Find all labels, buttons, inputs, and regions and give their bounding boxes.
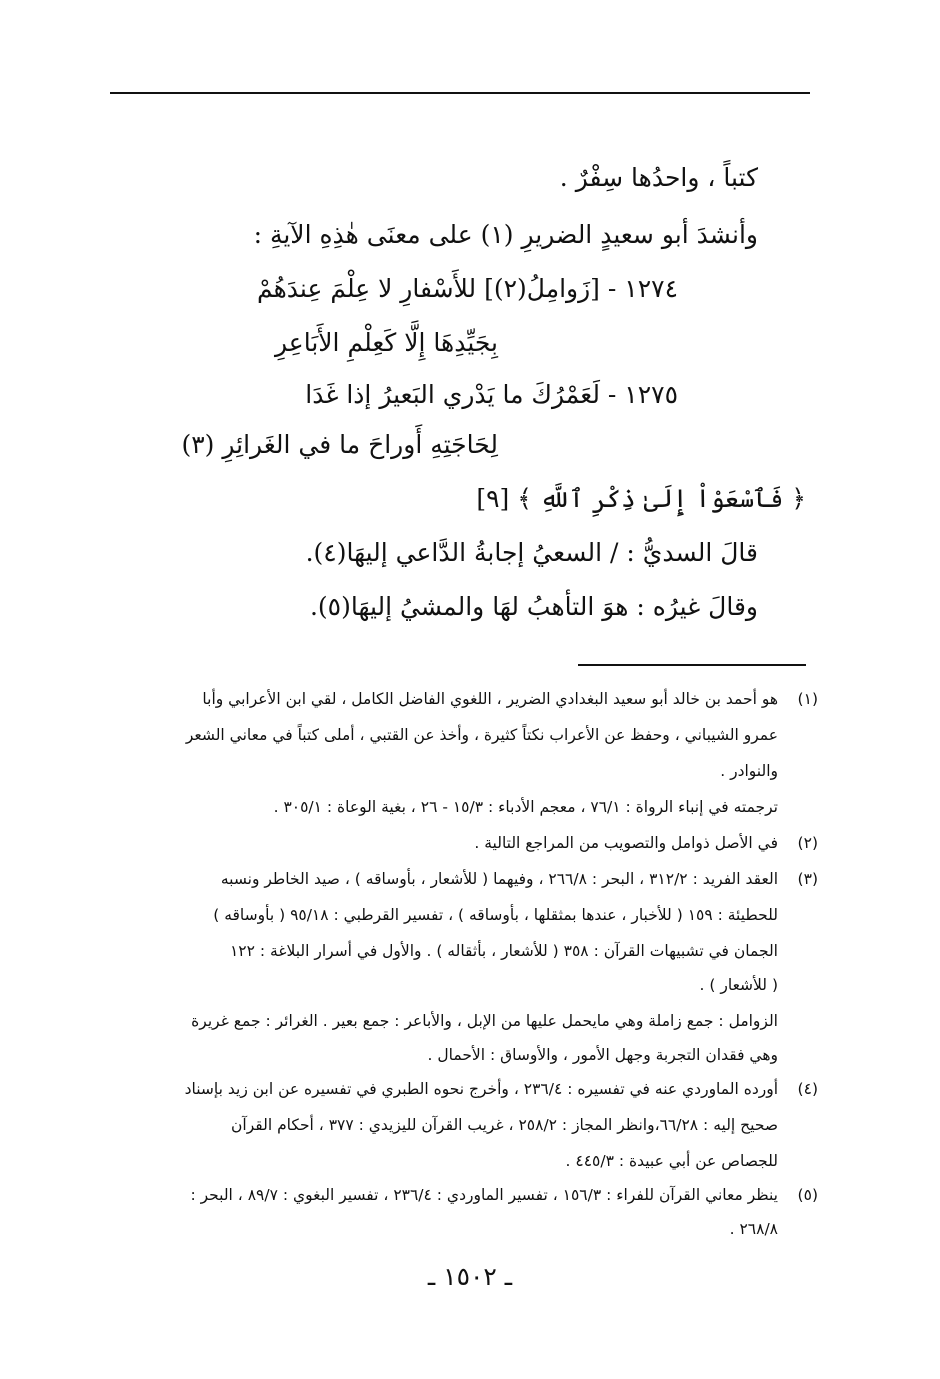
footnote-3-line-6: وهي فقدان التجربة وجهل الأمور ، والأوساق : الأحمال .: [427, 1046, 778, 1064]
verse-1275-second-hemistich: لِحَاجَتِهِ أَوراحَ ما في الغَرائِرِ (٣): [181, 430, 498, 459]
top-rule: [110, 92, 810, 94]
footnote-4-number: (٤): [797, 1080, 818, 1098]
footnote-3-line-4: ( للأشعار ) .: [699, 976, 778, 994]
verse-1274-first-hemistich: ١٢٧٤ - [زَوامِلُ(٢)] للأَسْفارِ لا عِلْمَ عِندَهُمْ: [256, 274, 678, 303]
footnote-2-number: (٢): [797, 834, 818, 852]
footnote-5-number: (٥): [797, 1186, 818, 1204]
footnote-separator: [578, 664, 806, 666]
footnote-3-line-2: للحطيئة : ١٥٩ ( للأخبار ، عندها بمثقلها ، بأوساقه ) ، تفسير القرطبي : ٩٥/١٨ ( بأوساقه ): [213, 906, 778, 924]
footnote-1-line-2: عمرو الشيباني ، وحفظ عن الأعراب نكتاً كثيرة ، وأخذ عن القتبي ، أملى كتباً في معاني الشعر: [185, 726, 778, 744]
footnote-5-line-2: ٢٦٨/٨ .: [729, 1220, 778, 1238]
footnote-1-line-4: ترجمته في إنباء الرواة : ٧٦/١ ، معجم الأدباء : ١٥/٣ - ٢٦ ، بغية الوعاة : ٣٠٥/١ .: [273, 798, 778, 816]
footnote-1-line-3: والنوادر .: [720, 762, 778, 780]
footnote-4-line-1: أورده الماوردي عنه في تفسيره : ٢٣٦/٤ ، وأخرج نحوه الطبري في تفسيره عن ابن زيد بإسناد: [184, 1080, 778, 1098]
footnote-5-line-1: ينظر معاني القرآن للفراء : ١٥٦/٣ ، تفسير الماوردي : ٢٣٦/٤ ، تفسير البغوي : ٨٩/٧ ، البحر :: [190, 1186, 778, 1204]
verse-1274-second-hemistich: بِجَيِّدِهَا إِلَّا كَعِلْمِ الأَبَاعِرِ: [275, 328, 498, 357]
footnote-4-line-2: صحيح إليه : ٦٦/٢٨،وانظر المجاز : ٢٥٨/٢ ، غريب القرآن لليزيدي : ٣٧٧ ، أحكام القرآن: [231, 1116, 778, 1134]
main-line-1: كتباً ، واحدُها سِفْرٌ .: [559, 163, 758, 192]
page-number: ـ ١٥٠٢ ـ: [427, 1262, 513, 1291]
main-line-8: قالَ السديُّ : / السعيُ إجابةُ الدَّاعي إليهَا(٤).: [305, 538, 758, 567]
footnote-2-line-1: في الأصل ذوامل والتصويب من المراجع التالية .: [474, 834, 778, 852]
footnote-3-line-5: الزوامل : جمع زاملة وهي مايحمل عليها من الإبل ، والأباعر : جمع بعير . الغرائر : جمع غريرة: [191, 1012, 778, 1030]
footnote-3-number: (٣): [797, 870, 818, 888]
footnote-3-line-3: الجمان في تشبيهات القرآن : ٣٥٨ ( للأشعار ، بأثقاله ) . والأول في أسرار البلاغة : ١٢٢: [229, 942, 778, 960]
footnote-1-number: (١): [797, 690, 818, 708]
footnote-3-line-1: العقد الفريد : ٣١٢/٢ ، البحر : ٢٦٦/٨ ، وفيهما ( للأشعار ، بأوساقه ) ، صيد الخاطر ونسبه: [220, 870, 778, 888]
main-line-2: وأنشدَ أبو سعيدٍ الضريرِ (١) على معنَى هٰذِهِ الآيةِ :: [253, 220, 758, 249]
verse-1275-first-hemistich: ١٢٧٥ - لَعَمْرُكَ ما يَدْري البَعيرُ إذا غَدَا: [305, 380, 678, 409]
footnote-1-line-1: هو أحمد بن خالد أبو سعيد البغدادي الضرير ، اللغوي الفاضل الكامل ، لقي ابن الأعرابي وأبا: [202, 690, 778, 708]
main-line-9: وقالَ غيرُه : هوَ التأهبُ لهَا والمشيُ إليهَا(٥).: [309, 592, 758, 621]
quran-verse-quote: ﴿ فَٱسْعَوْاْ إِلَىٰ ذِكْرِ ٱللَّهِ ﴾ [٩]: [476, 484, 806, 513]
footnote-4-line-3: للجصاص عن أبي عبيدة : ٤٤٥/٣ .: [565, 1152, 778, 1170]
